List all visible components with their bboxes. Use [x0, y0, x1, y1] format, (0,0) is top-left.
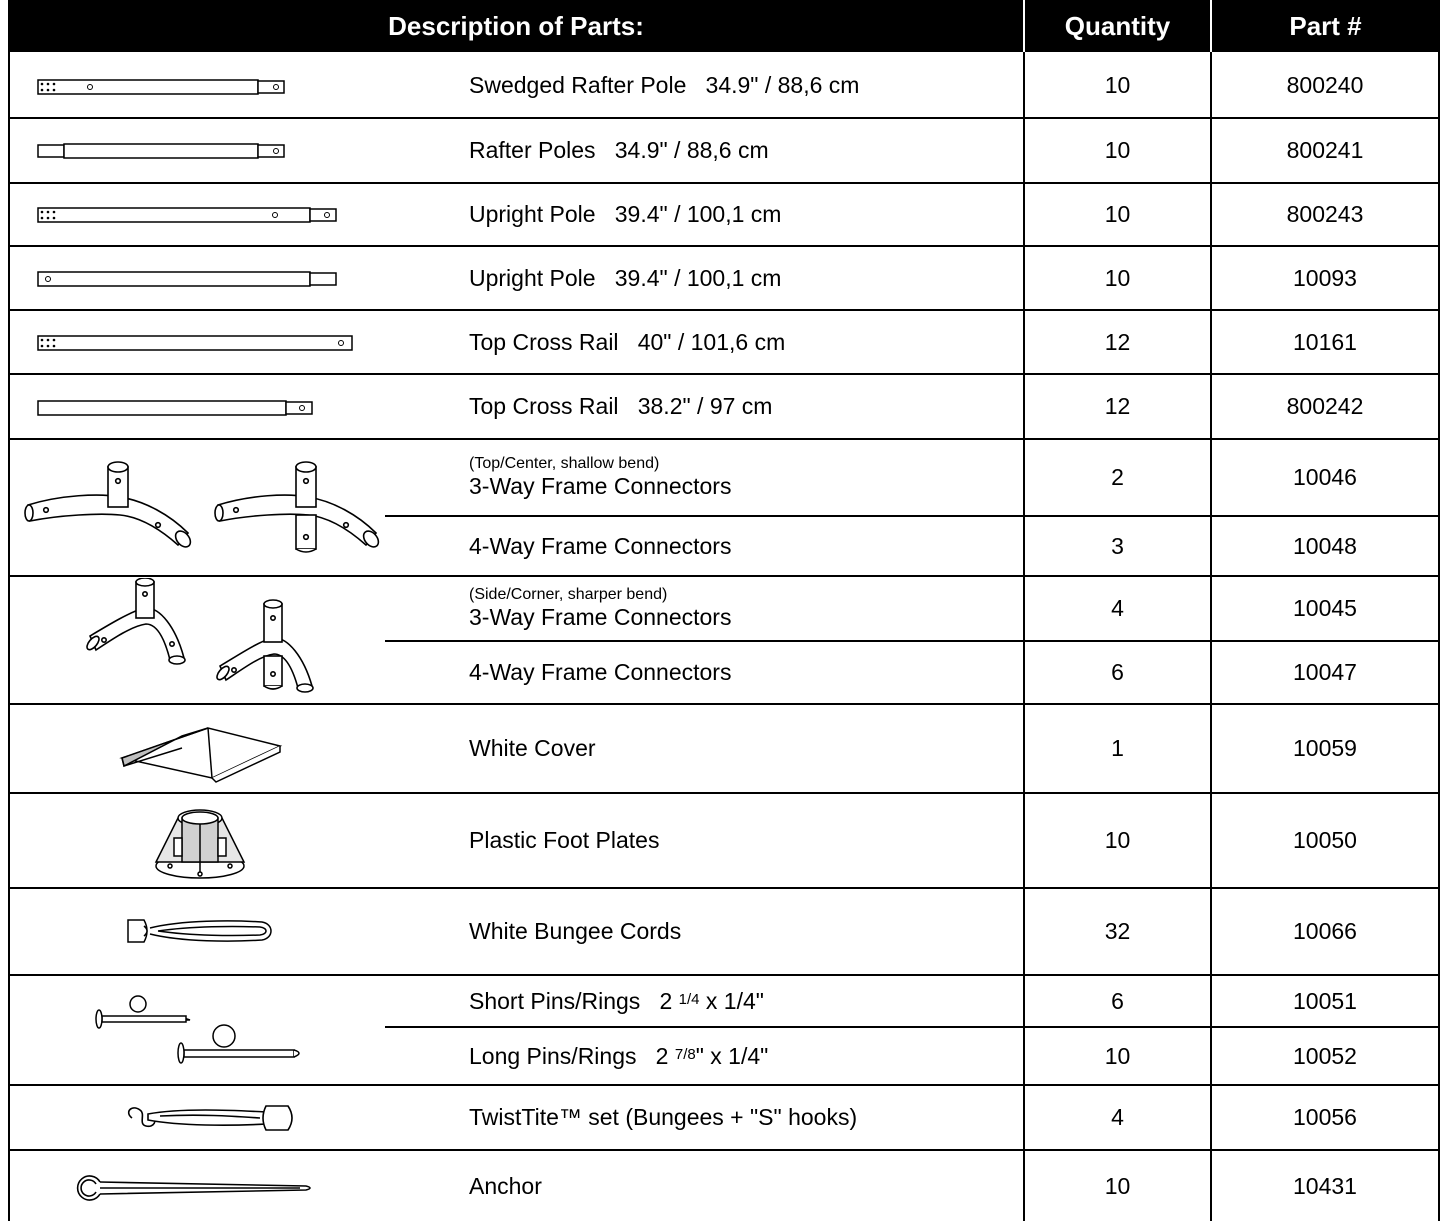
twisttite-icon — [120, 1098, 300, 1138]
part-name: Top Cross Rail — [469, 393, 619, 420]
part-number: 800243 — [1286, 201, 1364, 228]
part-number: 800242 — [1286, 393, 1364, 420]
header-divider — [1210, 0, 1212, 52]
part-size-fraction: 1/4 — [678, 990, 700, 1008]
part-number: 10052 — [1293, 1042, 1357, 1069]
header-description: Description of Parts: — [8, 0, 1024, 52]
part-quantity: 10 — [1104, 264, 1131, 291]
part-number: 800240 — [1286, 72, 1364, 99]
part-description — [469, 247, 1014, 309]
part-name: White Cover — [469, 735, 596, 762]
part-size-rest: " x 1/4" — [695, 1042, 769, 1069]
part-size-rest: x 1/4" — [699, 987, 764, 1014]
part-description — [469, 794, 1014, 887]
part-quantity: 10 — [1104, 1042, 1131, 1069]
part-size: 40" / 101,6 cm — [637, 328, 786, 355]
part-quantity: 3 — [1111, 532, 1124, 559]
cover-icon — [112, 718, 292, 784]
part-description — [469, 889, 1014, 974]
pins-rings-icon — [90, 990, 310, 1070]
part-quantity: 10 — [1104, 137, 1131, 164]
part-name: Anchor — [469, 1172, 542, 1199]
part-size-whole: 2 — [659, 987, 673, 1014]
part-description — [469, 119, 1014, 182]
part-quantity: 6 — [1111, 987, 1124, 1014]
bungee-cord-icon — [122, 914, 278, 948]
part-description — [469, 577, 1014, 640]
part-description — [469, 517, 1014, 575]
part-quantity: 10 — [1104, 1172, 1131, 1199]
part-size-fraction: 7/8 — [674, 1045, 696, 1063]
part-number: 10093 — [1293, 264, 1357, 291]
header-divider — [1023, 0, 1025, 52]
part-number: 10161 — [1293, 328, 1357, 355]
table-border-right — [1438, 52, 1440, 1221]
part-size: 39.4" / 100,1 cm — [614, 264, 782, 291]
upright-pole-swedged-icon — [30, 200, 350, 230]
part-number: 10045 — [1293, 595, 1357, 622]
part-name: Swedged Rafter Pole — [469, 72, 687, 99]
part-number: 10059 — [1293, 735, 1357, 762]
part-quantity: 32 — [1104, 918, 1131, 945]
rafter-pole-icon — [30, 136, 300, 166]
part-name: Upright Pole — [469, 201, 596, 228]
part-number: 10046 — [1293, 464, 1357, 491]
part-size: 39.4" / 100,1 cm — [614, 201, 782, 228]
part-quantity: 12 — [1104, 393, 1131, 420]
part-name: Top Cross Rail — [469, 328, 619, 355]
part-note: (Side/Corner, sharper bend) — [469, 586, 668, 604]
part-quantity: 12 — [1104, 328, 1131, 355]
part-name: 3-Way Frame Connectors — [469, 604, 732, 631]
part-description — [469, 54, 1014, 117]
part-name: Rafter Poles — [469, 137, 596, 164]
part-name: Plastic Foot Plates — [469, 827, 660, 854]
part-quantity: 4 — [1111, 1104, 1124, 1131]
part-note: (Top/Center, shallow bend) — [469, 455, 660, 473]
header-quantity: Quantity — [1024, 0, 1211, 52]
part-number: 10066 — [1293, 918, 1357, 945]
part-description — [469, 375, 1014, 438]
part-name: Short Pins/Rings — [469, 987, 641, 1014]
part-number: 10431 — [1293, 1172, 1357, 1199]
part-number: 10051 — [1293, 987, 1357, 1014]
swedged-rafter-pole-icon — [30, 72, 300, 102]
part-name: Long Pins/Rings — [469, 1042, 637, 1069]
part-description — [469, 1028, 1014, 1084]
part-quantity: 10 — [1104, 201, 1131, 228]
part-number: 10047 — [1293, 659, 1357, 686]
part-quantity: 10 — [1104, 827, 1131, 854]
part-description — [469, 311, 1014, 373]
part-number: 10050 — [1293, 827, 1357, 854]
part-quantity: 10 — [1104, 72, 1131, 99]
upright-pole-icon — [30, 264, 350, 294]
part-description — [469, 440, 1014, 515]
part-size: 34.9" / 88,6 cm — [614, 137, 769, 164]
part-size: 34.9" / 88,6 cm — [705, 72, 860, 99]
part-quantity: 6 — [1111, 659, 1124, 686]
shallow-frame-connectors-icon — [20, 455, 385, 560]
part-name: 3-Way Frame Connectors — [469, 473, 732, 500]
part-number: 10056 — [1293, 1104, 1357, 1131]
top-cross-rail-icon — [30, 393, 330, 423]
sharp-frame-connectors-icon — [80, 578, 340, 698]
part-name: 4-Way Frame Connectors — [469, 659, 732, 686]
part-description — [469, 1086, 1014, 1149]
part-description — [469, 976, 1014, 1026]
table-border-left — [8, 52, 10, 1221]
part-number: 10048 — [1293, 532, 1357, 559]
part-name: White Bungee Cords — [469, 918, 682, 945]
header-part: Part # — [1211, 0, 1440, 52]
part-size: 38.2" / 97 cm — [637, 393, 773, 420]
part-quantity: 2 — [1111, 464, 1124, 491]
part-size-whole: 2 — [655, 1042, 669, 1069]
top-cross-rail-swedged-icon — [30, 328, 360, 358]
part-name: 4-Way Frame Connectors — [469, 532, 732, 559]
part-number: 800241 — [1286, 137, 1364, 164]
part-name: TwistTite™ set (Bungees + "S" hooks) — [469, 1104, 858, 1131]
part-description — [469, 1151, 1014, 1221]
part-quantity: 1 — [1111, 735, 1124, 762]
foot-plate-icon — [150, 800, 250, 882]
part-description — [469, 705, 1014, 792]
part-description — [469, 184, 1014, 245]
part-name: Upright Pole — [469, 264, 596, 291]
part-quantity: 4 — [1111, 595, 1124, 622]
part-description — [469, 642, 1014, 703]
anchor-icon — [70, 1168, 320, 1208]
